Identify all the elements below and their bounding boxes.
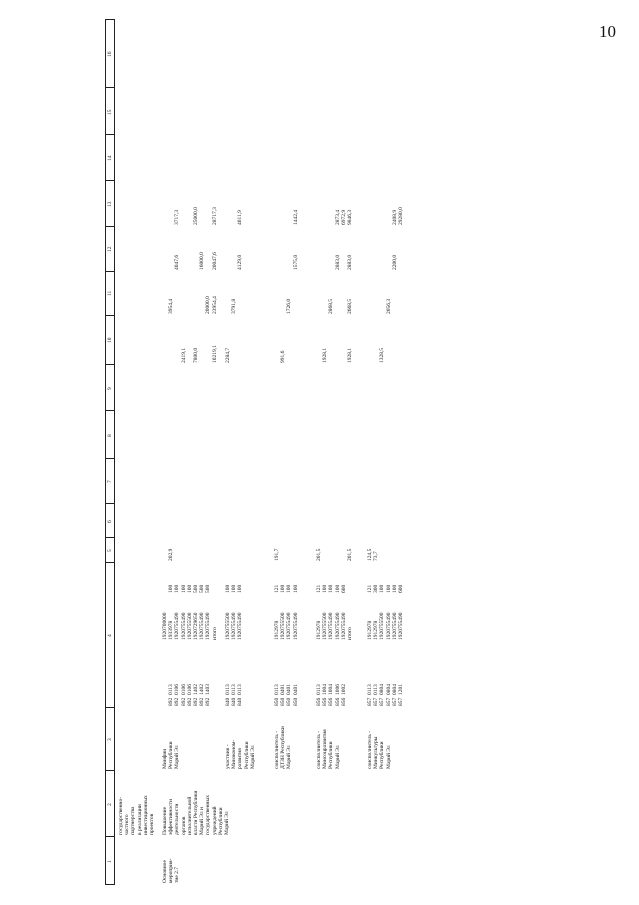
col11-mineconomy: 3791,8 xyxy=(231,298,238,314)
col12-mineconomy: 4129,0 xyxy=(237,254,244,270)
col12-minfin: 4047,6 16000,0 20047,6 xyxy=(174,252,218,270)
programs-minfin: 1920700000 1933978 1920755490 1920755490 1920755500 1920729650 1920755490 1920755490 итого xyxy=(162,612,218,640)
col-number-12: 12 xyxy=(107,246,113,252)
col-number-5: 5 xyxy=(107,549,113,552)
col-number-16: 16 xyxy=(107,51,113,57)
col-divider xyxy=(105,537,115,538)
col-number-8: 8 xyxy=(107,434,113,437)
col11-minfin: 3954,4 20000,0 23954,4 xyxy=(168,296,218,314)
col10-dtzn: 991,6 xyxy=(280,350,287,363)
col-number-11: 11 xyxy=(107,290,113,296)
col-number-3: 3 xyxy=(107,738,113,741)
col-number-7: 7 xyxy=(107,480,113,483)
col-divider xyxy=(105,315,115,316)
col-divider xyxy=(105,87,115,88)
col5-minculture: 124,5 73,7 xyxy=(367,548,380,561)
col-number-9: 9 xyxy=(107,387,113,390)
rotated-table xyxy=(101,0,635,905)
continuation-text: государственно- частного партнерства в реализации инвестиционных проектов xyxy=(118,795,156,835)
col-number-15: 15 xyxy=(107,109,113,115)
kvr-dtzn: 121 100 100 100 xyxy=(274,584,299,593)
col-divider xyxy=(105,707,115,708)
col5-minsoc: 201,5 201,5 xyxy=(316,548,354,561)
actor-mineconomy: участник - Минэконом- развития Республики Марий Эл xyxy=(225,739,256,769)
kvr-minculture: 121 300 100 100 100 600 xyxy=(367,584,405,593)
col13-dtzn: 1442,4 xyxy=(292,209,299,225)
col10-minfin: 2419,1 7800,0 10219,1 xyxy=(180,345,218,363)
col12-minsoc: 2883,0 2883,0 xyxy=(334,254,354,270)
col-number-1: 1 xyxy=(107,860,113,863)
kvr-minfin: 100 100 100 100 500 500 500 xyxy=(168,584,212,593)
col5-dtzn: 191,7 xyxy=(274,548,280,561)
col-divider xyxy=(105,836,115,837)
col11-dtzn: 1726,0 xyxy=(286,298,293,314)
codes-minfin: 892 0113 892 0106 892 0106 892 0106 892 1402 892 1402 892 1403 xyxy=(168,684,212,706)
col12-minculture: 2200,0 xyxy=(391,254,398,270)
programs-minsoc: 1912978 1920755500 1920755490 1920755490 1920755490 итого xyxy=(316,612,354,640)
col11-minculture: 2056,3 xyxy=(385,298,392,314)
col-divider xyxy=(105,458,115,459)
programs-mineconomy: 1920755500 1920755490 1920755490 xyxy=(225,612,244,640)
codes-dtzn: 850 0113 850 0401 850 0401 850 0401 xyxy=(274,684,299,706)
page-number: 10 xyxy=(599,22,616,41)
col-number-10: 10 xyxy=(107,337,113,343)
actor-minsoc: соисполнитель - Минсоцразвития Республики Марий Эл xyxy=(316,729,341,769)
col10-mineconomy: 2284,7 xyxy=(225,347,231,363)
programs-minculture: 1912978 1912978 1920755500 1920755490 1920755490 1920755490 xyxy=(367,612,405,640)
kvr-minsoc: 121 100 100 100 600 xyxy=(316,584,347,593)
col-divider xyxy=(105,884,115,885)
col-divider xyxy=(105,226,115,227)
codes-minsoc: 856 0113 856 1004 856 1004 856 1006 856 1002 xyxy=(316,684,347,706)
col11-minsoc: 2868,5 2668,5 xyxy=(328,298,354,314)
col-divider xyxy=(105,19,115,20)
col-number-13: 13 xyxy=(107,201,113,207)
kvr-mineconomy: 100 100 100 xyxy=(225,584,244,593)
measure-number: Основное мероприя- тие 2.7 xyxy=(162,858,181,883)
col-number-14: 14 xyxy=(107,155,113,161)
col-number-6: 6 xyxy=(107,520,113,523)
col10-minculture: 1328,5 xyxy=(379,347,386,363)
col-divider xyxy=(105,562,115,563)
col12-dtzn: 1575,0 xyxy=(292,254,299,270)
header-top-rule xyxy=(105,20,106,885)
col10-minsoc: 1928,1 1928,1 xyxy=(322,347,354,363)
col-divider xyxy=(105,770,115,771)
actor-minfin: Минфин Республики Марий Эл xyxy=(162,741,181,769)
col-number-4: 4 xyxy=(107,634,113,637)
codes-minculture: 857 0113 857 0113 857 0804 857 0804 857 0804 857 1201 xyxy=(367,684,405,706)
header-bottom-rule xyxy=(114,20,115,885)
col5-minfin: 202,9 xyxy=(168,548,175,561)
actor-dtzn: соисполнитель - ДТЗН Республики Марий Эл xyxy=(274,726,293,769)
col13-minfin: 3717,3 25000,0 28717,3 xyxy=(174,207,218,225)
col-divider xyxy=(105,134,115,135)
col13-mineconomy: 4011,9 xyxy=(237,210,244,225)
col-divider xyxy=(105,364,115,365)
col-divider xyxy=(105,410,115,411)
programs-dtzn: 1912978 1920755500 1920755490 1920755490 xyxy=(274,612,299,640)
col-number-2: 2 xyxy=(107,803,113,806)
codes-mineconomy: 840 0113 840 0113 840 0113 xyxy=(225,684,244,706)
col13-minculture: 2408,9 29280,0 xyxy=(391,207,405,225)
col-divider xyxy=(105,180,115,181)
col-divider xyxy=(105,271,115,272)
actor-minculture: соисполнитель - Минкультуры Республики Марий Эл xyxy=(367,730,392,769)
measure-name: Повышение эффективности деятельности органов исполнительной власти Республики Марий Эл и государственных учреждений Республики Марий Эл xyxy=(162,790,231,835)
col13-minsoc: 2873,4 6972,9 9846,3 xyxy=(334,209,354,225)
col-divider xyxy=(105,503,115,504)
